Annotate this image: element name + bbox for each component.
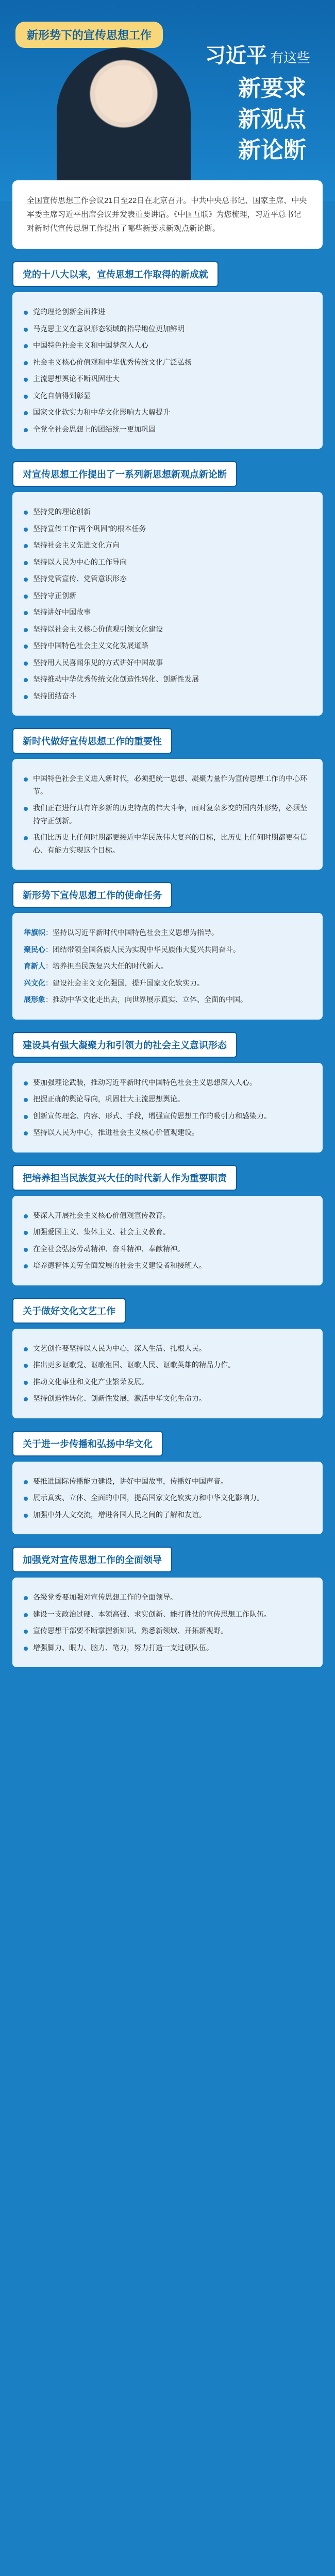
- list-text: 推出更多讴歌党、讴歌祖国、讴歌人民、讴歌英雄的精品力作。: [33, 1361, 235, 1369]
- list-text: 坚持以社会主义核心价值观引领文化建设: [33, 624, 163, 633]
- list-text: 坚持社会主义先进文化方向: [33, 541, 120, 549]
- list-item: [24, 423, 311, 436]
- bullet-icon: [24, 528, 28, 532]
- paragraph-text: 我们比历史上任何时期都更接近中华民族伟大复兴的目标，比历史上任何时期都更有信心、有能力实现这个目标。: [33, 833, 307, 854]
- list-item: [24, 1492, 311, 1504]
- bullet-icon: [24, 628, 28, 632]
- list-item: [24, 831, 311, 856]
- bullet-icon: [24, 411, 28, 415]
- section-new-thinking: [12, 461, 323, 716]
- section-title-ideology: 建设具有强大凝聚力和引领力的社会主义意识形态: [12, 1032, 237, 1058]
- list-item: [24, 306, 311, 318]
- banner-xjp: [205, 39, 310, 69]
- xjp-sub: 有这些: [270, 50, 310, 65]
- list-item: [24, 1475, 311, 1488]
- role-label: 举旗帜: [24, 928, 45, 937]
- role-label: 兴文化: [24, 978, 45, 987]
- section-card-spread-culture: [12, 1462, 323, 1535]
- list-item: [24, 389, 311, 402]
- list-item: [24, 1209, 311, 1222]
- list-text: 建设一支政治过硬、本领高强、求实创新、能打胜仗的宣传思想工作队伍。: [33, 1609, 271, 1618]
- list-text: 坚持创造性转化、创新性发展，激活中华文化生命力。: [33, 1394, 206, 1402]
- bullet-icon: [24, 595, 28, 599]
- list-item: [24, 772, 311, 798]
- list-text: 国家文化软实力和中华文化影响力大幅提升: [33, 408, 170, 416]
- list-item: [24, 339, 311, 352]
- list-text: 马克思主义在意识形态领域的指导地位更加鲜明: [33, 324, 185, 333]
- list-item: [24, 1392, 311, 1405]
- bullet-icon: [24, 561, 28, 565]
- bullet-icon: [24, 1364, 28, 1368]
- section-achievements: [12, 261, 323, 449]
- keyword-3: 新论断: [238, 137, 306, 163]
- list-item: [24, 589, 311, 602]
- bullet-icon: [24, 1098, 28, 1102]
- list-item: [24, 690, 311, 703]
- section-card-mission: [12, 913, 323, 1020]
- list-item: [24, 1359, 311, 1371]
- section-title-culture-work: 关于做好文化文艺工作: [12, 1298, 126, 1324]
- bullet-icon: [24, 1596, 28, 1600]
- list-text: 加强中外人文交流，增进各国人民之间的了解和友谊。: [33, 1510, 206, 1519]
- list-item: [24, 673, 311, 686]
- list-text: 党的理论创新全面推进: [33, 308, 105, 316]
- role-item: 展形象：推动中华文化走出去，向世界展示真实、立体、全面的中国。: [24, 995, 247, 1004]
- role-label: 展形象: [24, 995, 45, 1004]
- role-text: 团结带领全国各族人民为实现中华民族伟大复兴共同奋斗。: [53, 945, 240, 954]
- banner-ribbon: 新形势下的宣传思想工作: [15, 22, 163, 48]
- bullet-icon: [24, 1248, 28, 1252]
- list-item: [24, 1608, 311, 1621]
- bullet-icon: [24, 311, 28, 315]
- role-text: 培养担当民族复兴大任的时代新人。: [53, 962, 168, 970]
- role-item: 举旗帜：坚持以习近平新时代中国特色社会主义思想为指导。: [24, 928, 219, 937]
- list-text: 要推进国际传播能力建设，讲好中国故事，传播好中国声音。: [33, 1477, 228, 1485]
- role-label: 育新人: [24, 962, 45, 970]
- paragraph-text: 我们正在进行具有许多新的历史特点的伟大斗争，面对复杂多变的国内外形势，必须坚持守正创新。: [33, 804, 307, 825]
- section-title-mission: 新形势下宣传思想工作的使命任务: [12, 882, 172, 908]
- bullet-icon: [24, 1381, 28, 1385]
- bullet-icon: [24, 544, 28, 548]
- section-card-new-thinking: [12, 492, 323, 716]
- list-text: 坚持守正创新: [33, 591, 76, 600]
- role-text: 建设社会主义文化强国，提升国家文化软实力。: [53, 978, 204, 987]
- list-item: [24, 1243, 311, 1256]
- bullet-icon: [24, 361, 28, 365]
- bullet-icon: [24, 1480, 28, 1484]
- section-importance: [12, 728, 323, 870]
- bullet-icon: [24, 1397, 28, 1401]
- section-card-achievements: [12, 292, 323, 449]
- list-text: 坚持以人民为中心的工作导向: [33, 557, 127, 566]
- list-text: 培养德智体美劳全面发展的社会主义建设者和接班人。: [33, 1261, 206, 1269]
- list-item: [24, 1624, 311, 1637]
- list-item: [24, 539, 311, 552]
- list-item: [24, 639, 311, 652]
- bullet-icon: [24, 1347, 28, 1351]
- bullet-icon: [24, 1214, 28, 1218]
- role-item: 兴文化：建设社会主义文化强国，提升国家文化软实力。: [24, 978, 204, 987]
- list-text: 各级党委要加强对宣传思想工作的全面领导。: [33, 1593, 177, 1601]
- list-item: [24, 1076, 311, 1089]
- list-text: 文艺创作要坚持以人民为中心，深入生活、扎根人民。: [33, 1344, 206, 1352]
- bullet-icon: [24, 1497, 28, 1501]
- list-item: [24, 1641, 311, 1654]
- intro-card: [12, 180, 323, 249]
- role-item: 育新人：培养担当民族复兴大任的时代新人。: [24, 962, 168, 970]
- bullet-icon: [24, 777, 28, 782]
- header-banner: [0, 0, 335, 201]
- list-item: [24, 1110, 311, 1123]
- section-mission: [12, 882, 323, 1020]
- list-text: 宣传思想干部要不断掌握新知识、熟悉新领域、开拓新视野。: [33, 1626, 228, 1635]
- list-text: 坚持推动中华优秀传统文化创造性转化、创新性发展: [33, 675, 199, 683]
- list-text: 文化自信得到彰显: [33, 391, 91, 400]
- bullet-icon: [24, 428, 28, 432]
- bullet-icon: [24, 678, 28, 682]
- section-title-achievements: 党的十八大以来，宣传思想工作取得的新成就: [12, 261, 219, 287]
- list-text: 创新宣传理念、内容、形式、手段，增强宣传思想工作的吸引力和感染力。: [33, 1111, 271, 1120]
- list-item: [24, 1342, 311, 1355]
- list-item: [24, 356, 311, 369]
- list-item: [24, 1376, 311, 1388]
- list-text: 要深入开展社会主义核心价值观宣传教育。: [33, 1211, 170, 1219]
- section-ideology: [12, 1032, 323, 1153]
- list-item: [24, 1126, 311, 1139]
- bullet-icon: [24, 645, 28, 649]
- list-text: 在全社会弘扬劳动精神、奋斗精神、奉献精神。: [33, 1244, 185, 1253]
- list-item: [24, 1226, 311, 1239]
- bullet-icon: [24, 611, 28, 615]
- list-text: 推动文化事业和文化产业繁荣发展。: [33, 1377, 148, 1386]
- list-text: 主流思想舆论不断巩固壮大: [33, 375, 120, 383]
- role-text: 坚持以习近平新时代中国特色社会主义思想为指导。: [53, 928, 219, 937]
- section-spread-culture: [12, 1431, 323, 1535]
- list-item: [24, 1591, 311, 1604]
- bullet-icon: [24, 1115, 28, 1119]
- section-title-leadership: 加强党对宣传思想工作的全面领导: [12, 1547, 172, 1572]
- list-text: 坚持中国特色社会主义文化发展道路: [33, 641, 148, 650]
- list-text: 坚持用人民喜闻乐见的方式讲好中国故事: [33, 658, 163, 667]
- section-card-ideology: [12, 1063, 323, 1153]
- list-text: 中国特色社会主义和中国梦深入人心: [33, 341, 148, 349]
- bullet-icon: [24, 1231, 28, 1235]
- section-new-people: [12, 1165, 323, 1285]
- bullet-icon: [24, 1613, 28, 1617]
- intro-text: 全国宣传思想工作会议21日至22日在北京召开。中共中央总书记、国家主席、中央军委主席习近平出席会议并发表重要讲话。《中国互联》为您梳理，习近平总书记对新时代宣传思想工作提出了哪些新要求新观点新论断。: [27, 196, 307, 233]
- list-text: 加强爱国主义、集体主义、社会主义教育。: [33, 1228, 170, 1236]
- list-text: 展示真实、立体、全面的中国，提高国家文化软实力和中华文化影响力。: [33, 1494, 264, 1502]
- list-item: [24, 572, 311, 585]
- list-text: 坚持党的理论创新: [33, 507, 91, 516]
- bullet-icon: [24, 578, 28, 582]
- bullet-icon: [24, 1630, 28, 1634]
- bullet-icon: [24, 328, 28, 332]
- paragraph-text: 中国特色社会主义进入新时代，必须把统一思想、凝聚力量作为宣传思想工作的中心环节。: [33, 774, 307, 795]
- list-item: [24, 1509, 311, 1521]
- section-title-spread-culture: 关于进一步传播和弘扬中华文化: [12, 1431, 163, 1456]
- list-text: 坚持宣传工作“两个巩固”的根本任务: [33, 524, 146, 533]
- bullet-icon: [24, 836, 28, 840]
- bullet-icon: [24, 344, 28, 348]
- section-title-importance: 新时代做好宣传思想工作的重要性: [12, 728, 172, 754]
- bullet-icon: [24, 1131, 28, 1136]
- list-item: [24, 623, 311, 636]
- list-item: [24, 522, 311, 535]
- list-item: [24, 656, 311, 669]
- list-text: 要加强理论武装，推动习近平新时代中国特色社会主义思想深入人心。: [33, 1078, 257, 1087]
- bullet-icon: [24, 1647, 28, 1651]
- list-item: [24, 505, 311, 518]
- bullet-icon: [24, 1514, 28, 1518]
- xjp-label: 习近平: [205, 44, 267, 67]
- bullet-icon: [24, 395, 28, 399]
- bullet-icon: [24, 662, 28, 666]
- bullet-icon: [24, 1081, 28, 1086]
- list-item: [24, 323, 311, 335]
- list-text: 坚持讲好中国故事: [33, 608, 91, 616]
- list-text: 坚持以人民为中心，推进社会主义核心价值观建设。: [33, 1128, 199, 1137]
- section-card-leadership: [12, 1578, 323, 1667]
- section-culture-work: [12, 1298, 323, 1418]
- section-title-new-people: 把培养担当民族复兴大任的时代新人作为重要职责: [12, 1165, 237, 1191]
- bullet-icon: [24, 1264, 28, 1268]
- role-item: 聚民心：团结带领全国各族人民为实现中华民族伟大复兴共同奋斗。: [24, 945, 240, 954]
- section-title-new-thinking: 对宣传思想工作提出了一系列新思想新观点新论断: [12, 461, 237, 487]
- section-card-new-people: [12, 1196, 323, 1285]
- bullet-icon: [24, 511, 28, 515]
- section-card-culture-work: [12, 1329, 323, 1418]
- bullet-icon: [24, 695, 28, 699]
- list-item: [24, 802, 311, 827]
- keyword-2: 新观点: [238, 106, 306, 132]
- bullet-icon: [24, 807, 28, 811]
- list-item: [24, 1259, 311, 1272]
- list-text: 坚持团结奋斗: [33, 691, 76, 700]
- list-item: [24, 556, 311, 569]
- role-text: 推动中华文化走出去，向世界展示真实、立体、全面的中国。: [53, 995, 247, 1004]
- bullet-icon: [24, 378, 28, 382]
- keyword-1: 新要求: [238, 75, 306, 101]
- list-item: [24, 1093, 311, 1106]
- list-text: 社会主义核心价值观和中华优秀传统文化广泛弘扬: [33, 358, 192, 366]
- role-label: 聚民心: [24, 945, 45, 954]
- list-item: [24, 606, 311, 619]
- list-text: 把握正确的舆论导向，巩固壮大主流思想舆论。: [33, 1095, 185, 1103]
- list-text: 坚持党管宣传、党管意识形态: [33, 574, 127, 583]
- section-card-importance: [12, 759, 323, 870]
- list-text: 全党全社会思想上的团结统一更加巩固: [33, 425, 156, 433]
- list-text: 增强脚力、眼力、脑力、笔力，努力打造一支过硬队伍。: [33, 1643, 213, 1652]
- section-leadership: [12, 1547, 323, 1667]
- list-item: [24, 372, 311, 385]
- list-item: [24, 406, 311, 419]
- leader-photo: [57, 47, 191, 201]
